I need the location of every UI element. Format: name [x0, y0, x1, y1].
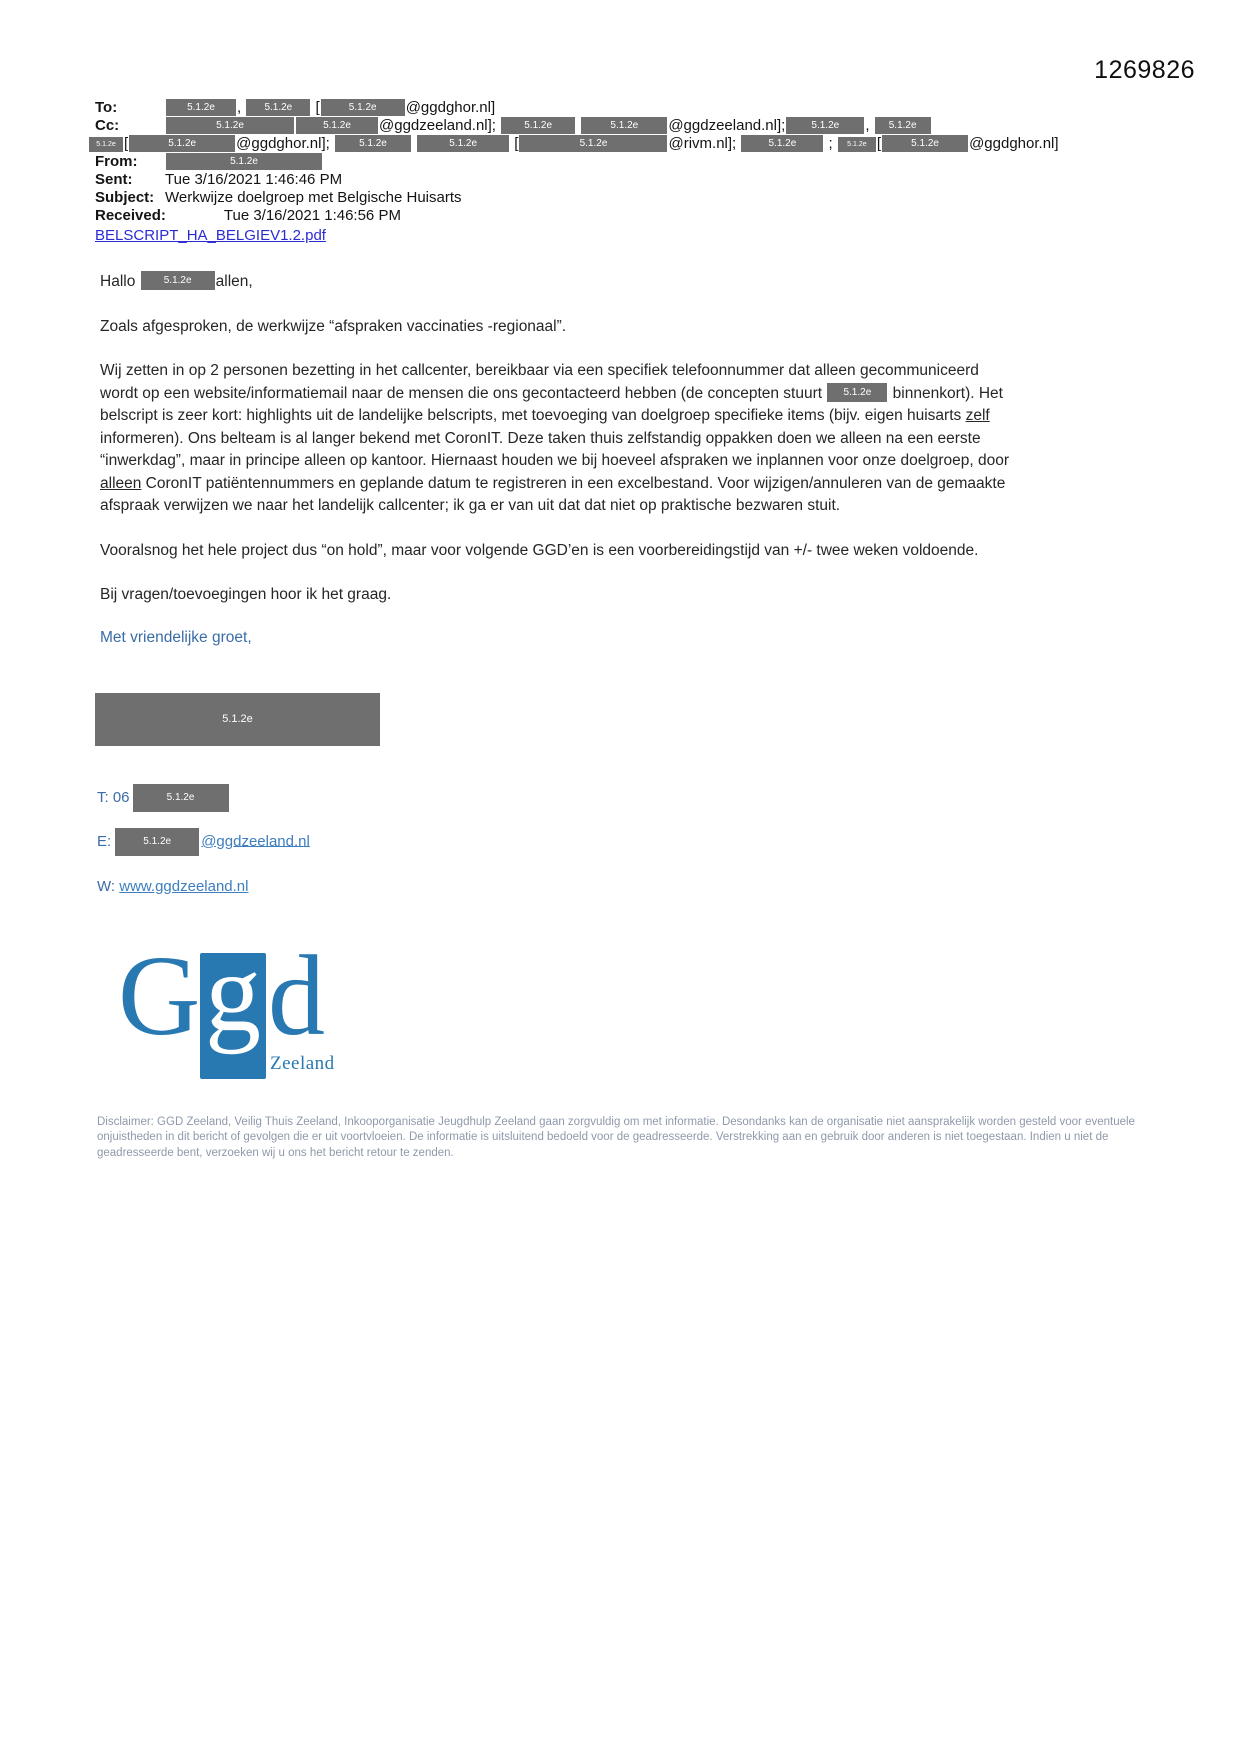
redaction-box: 5.1.2e	[581, 117, 667, 134]
document-number: 1269826	[1094, 56, 1195, 84]
text-run: [	[124, 135, 129, 152]
header-field-label: Sent:	[95, 171, 133, 188]
logo-subtitle: Zeeland	[270, 1052, 335, 1074]
text-run	[412, 135, 416, 152]
email-body	[100, 271, 1018, 607]
attachment-link[interactable]: BELSCRIPT_HA_BELGIEV1.2.pdf	[95, 227, 326, 244]
redaction-box: 5.1.2e	[246, 99, 310, 116]
text-run: Vooralsnog het hele project dus “on hold”, maar voor volgende GGD’en is een voorbereidingstijd van +/- twee weken voldoende.	[100, 541, 979, 559]
website-row	[97, 878, 1241, 895]
logo-letter-g: g	[205, 930, 261, 1055]
text-run: @ggdzeeland.nl];	[668, 117, 786, 134]
redaction-box: 5.1.2e	[133, 784, 229, 812]
text-run: Bij vragen/toevoegingen hoor ik het graag.	[100, 586, 392, 603]
body-paragraph	[100, 360, 1018, 518]
redaction-box: 5.1.2e	[786, 117, 864, 134]
text-run: Hallo	[100, 273, 140, 290]
header-field-label: Cc:	[95, 117, 120, 134]
redaction-box: 5.1.2e	[89, 137, 123, 152]
text-run: Wij zetten in op 2 personen bezetting in het callcenter, bereikbaar via een specifiek telefoonnummer dat alleen gecommuniceerd wordt op een website/informatiemail naar de mensen die ons gecontacteerd hebben (de concepten stuurt	[100, 362, 979, 402]
body-paragraph	[100, 584, 1018, 607]
text-run: @ggdghor.nl]	[969, 135, 1059, 152]
attachment-row	[95, 226, 1241, 245]
redaction-box: 5.1.2e	[741, 135, 823, 152]
text-run: [	[876, 135, 882, 152]
redaction-box: 5.1.2e	[882, 135, 968, 152]
text-run	[576, 117, 580, 134]
redaction-box: 5.1.2e	[296, 117, 378, 134]
redaction-box: 5.1.2e	[129, 135, 235, 152]
header-row	[95, 117, 1241, 135]
phone-row	[97, 784, 1241, 812]
redaction-box: 5.1.2e	[166, 153, 322, 170]
text-run: CoronIT patiëntennummers en geplande datum te registreren in een excelbestand. Voor wijzigen/annuleren van de gemaakte afspraak verwijzen we naar het landelijk callcenter; ik ga er van uit dat dat niet op praktische bezwaren stuit.	[100, 474, 1006, 514]
logo-letter-G: G	[118, 931, 201, 1059]
redaction-box: 5.1.2e	[335, 135, 411, 152]
header-row	[95, 99, 1241, 117]
underlined-text: zelf	[965, 407, 990, 424]
header-row	[95, 153, 1241, 171]
text-run: [	[510, 135, 519, 152]
text-run: ;	[824, 135, 837, 152]
text-run: ,	[865, 117, 874, 134]
redaction-box: 5.1.2e	[417, 135, 509, 152]
closing-salutation: Met vriendelijke groet,	[100, 628, 252, 646]
email-link[interactable]: @ggdzeeland.nl	[201, 832, 310, 850]
text-run: [	[311, 99, 320, 116]
header-field-label: Subject:	[95, 189, 155, 206]
text-run: informeren). Ons belteam is al langer bekend met CoronIT. Deze taken thuis zelfstandig oppakken doen we alleen na een eerste “inwerkdag”, maar in principe alleen op kantoor. Hiernaast houden we bij hoeveel afspraken we inplannen voor onze doelgroep, door	[100, 429, 1010, 469]
redaction-box: 5.1.2e	[115, 828, 199, 856]
email-row	[97, 828, 1241, 856]
text-run: Tue 3/16/2021 1:46:56 PM	[223, 207, 401, 224]
redaction-box: 5.1.2e	[141, 271, 215, 290]
body-paragraph	[100, 316, 1018, 339]
text-run: @ggdzeeland.nl];	[379, 117, 501, 134]
body-paragraph	[100, 540, 1018, 563]
email-header	[95, 99, 1241, 245]
redaction-box: 5.1.2e	[501, 117, 575, 134]
contact-block	[97, 784, 1241, 895]
header-row	[95, 207, 1241, 225]
phone-label: T:	[97, 788, 109, 806]
text-run: Zoals afgesproken, de werkwijze “afspraken vaccinaties -regionaal”.	[100, 317, 567, 335]
text-run: Werkwijze doelgroep met Belgische Huisarts	[165, 189, 462, 206]
underlined-text: alleen	[100, 474, 142, 492]
header-row	[95, 171, 1241, 189]
header-field-label: Received:	[95, 207, 166, 224]
ggd-zeeland-logo	[118, 930, 368, 1081]
logo-letter-d: d	[268, 931, 325, 1059]
text-run: Tue 3/16/2021 1:46:46 PM	[165, 171, 343, 188]
text-run: @ggdghor.nl]	[405, 99, 496, 116]
redaction-box: 5.1.2e	[519, 135, 667, 152]
redaction-box: 5.1.2e	[875, 117, 931, 134]
text-run: @rivm.nl];	[668, 135, 741, 152]
body-paragraph	[100, 271, 1018, 294]
website-link[interactable]: www.ggdzeeland.nl	[119, 877, 249, 895]
redaction-box: 5.1.2e	[827, 383, 887, 402]
email-label: E:	[97, 832, 112, 850]
text-run: allen,	[215, 273, 253, 290]
text-run: @ggdghor.nl];	[236, 135, 334, 152]
disclaimer-text: Disclaimer: GGD Zeeland, Veilig Thuis Zeeland, Inkooporganisatie Jeugdhulp Zeeland gaan zorgvuldig om met informatie. Desondanks kan de organisatie niet aansprakelijk worden gesteld voor eventuele onjuistheden in dit bericht of gevolgen die er uit voortvloeien. De informatie is uitsluitend bedoeld voor de geadresseerde. Verstrekking aan en gebruik door anderen is niet toegestaan. Indien u niet de geadresseerde bent, verzoeken wij u ons het bericht retour te zenden.	[97, 1115, 1135, 1159]
header-field-label: From:	[95, 153, 138, 170]
redaction-box: 5.1.2e	[321, 99, 405, 116]
redaction-box: 5.1.2e	[166, 117, 294, 134]
redaction-box: 5.1.2e	[838, 137, 876, 152]
header-row-continuation	[88, 135, 1241, 153]
text-run: ,	[237, 99, 246, 116]
logo-flag-shape	[200, 930, 266, 1079]
header-rows	[95, 99, 1241, 225]
header-field-label: To:	[95, 99, 118, 116]
redaction-box: 5.1.2e	[166, 99, 236, 116]
text-run: binnenkort). Het belscript is zeer kort: highlights uit de landelijke belscripts, met toevoeging van doelgroep specifieke items (bijv. eigen huisarts	[100, 384, 1003, 424]
signature-redaction-box: 5.1.2e	[95, 693, 380, 746]
website-label: W:	[97, 877, 116, 895]
header-row	[95, 189, 1241, 207]
phone-prefix: 06	[112, 788, 130, 806]
